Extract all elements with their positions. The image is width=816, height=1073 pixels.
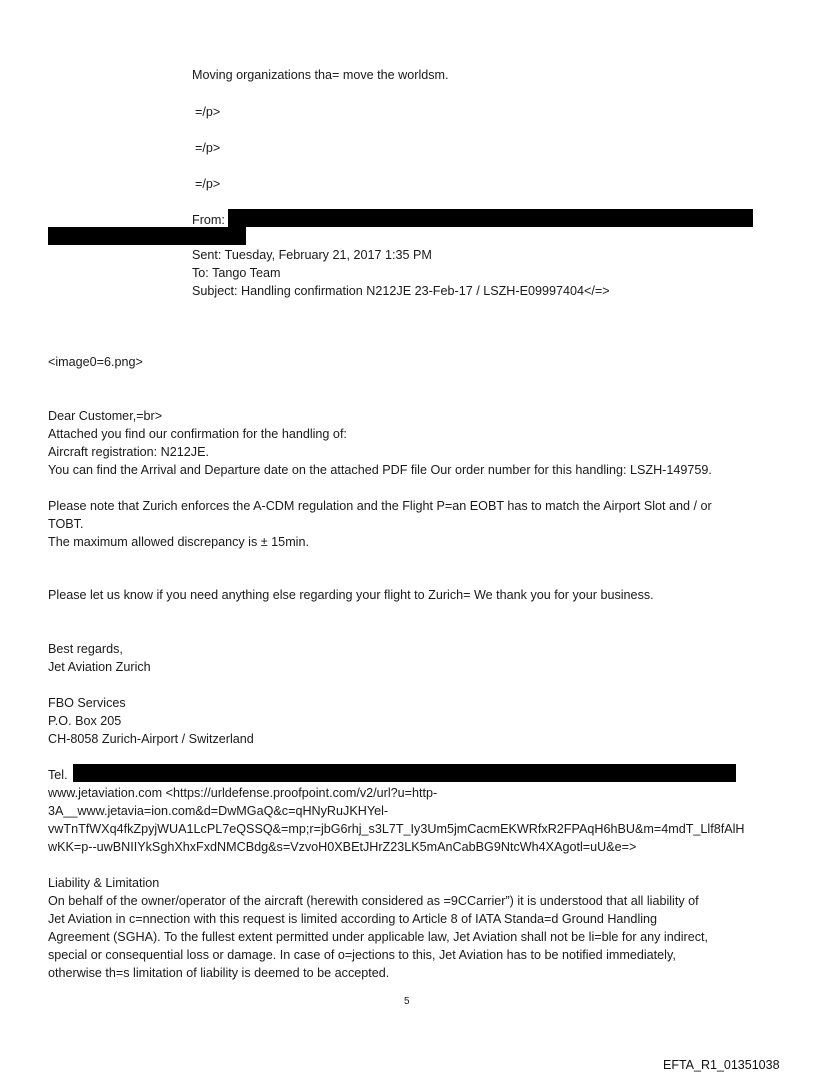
p-line-2: =/p> [195,141,221,155]
tel-label: Tel. [48,768,68,782]
from-label: From: [192,213,225,227]
body-line-1: Attached you find our confirmation for the handling of: [48,427,347,441]
url-line-3[interactable]: vwTnTfWXq4fkZpyjWUA1LcPL7eQSSQ&=mp;r=jbG6rhj_s3L7T_Iy3Um5jmCacmEKWRfxR2FPAqH6hBU&m=4mdT_Llf8fAlH [48,822,745,836]
redaction-from-1 [228,209,753,227]
department: FBO Services [48,696,126,710]
url-line-2[interactable]: 3A__www.jetavia=ion.com&d=DwMGaQ&c=qHNyRuJKHYel- [48,804,389,818]
subject-line: Subject: Handling confirmation N212JE 23-Feb-17 / LSZH-E09997404</=> [192,284,610,298]
liability-line-3: Agreement (SGHA). To the fullest extent permitted under applicable law, Jet Aviation shall not be li=ble for any indirect, [48,930,709,944]
image-placeholder: <image0=6.png> [48,355,143,369]
page-number: 5 [404,996,410,1007]
liability-title: Liability & Limitation [48,876,160,890]
tagline: Moving organizations tha= move the worldsm. [192,68,449,82]
company-name: Jet Aviation Zurich [48,660,151,674]
redaction-from-2 [48,227,246,245]
note-line-1: Please note that Zurich enforces the A-CDM regulation and the Flight P=an EOBT has to match the Airport Slot and / or [48,499,712,513]
url-line-4[interactable]: wKK=p--uwBNIIYkSghXhxFxdNMCBdg&s=VzvoH0XBEtJHrZ23LK5mAnCabBG9NtcWh4XAgotl=uU&e=> [48,840,637,854]
liability-line-5: otherwise th=s limitation of liability is deemed to be accepted. [48,966,390,980]
liability-line-4: special or consequential loss or damage. In case of o=jections to this, Jet Aviation has to be notified immediately, [48,948,676,962]
url-line-1[interactable]: www.jetaviation.com <https://urldefense.proofpoint.com/v2/url?u=http- [48,786,438,800]
sent-line: Sent: Tuesday, February 21, 2017 1:35 PM [192,248,432,262]
to-line: To: Tango Team [192,266,281,280]
redaction-tel [73,764,736,782]
body-line-3: You can find the Arrival and Departure date on the attached PDF file Our order number for this handling: LSZH-149759. [48,463,712,477]
p-line-1: =/p> [195,105,221,119]
regards: Best regards, [48,642,123,656]
po-box: P.O. Box 205 [48,714,122,728]
closing-request: Please let us know if you need anything else regarding your flight to Zurich= We thank you for your business. [48,588,654,602]
greeting: Dear Customer,=br> [48,409,163,423]
note-line-2: TOBT. [48,517,84,531]
body-line-2: Aircraft registration: N212JE. [48,445,209,459]
note-line-3: The maximum allowed discrepancy is ± 15min. [48,535,309,549]
liability-line-1: On behalf of the owner/operator of the aircraft (herewith considered as =9CCarrier”) it is understood that all liability of [48,894,699,908]
p-line-3: =/p> [195,177,221,191]
document-id: EFTA_R1_01351038 [663,1058,780,1072]
address: CH-8058 Zurich-Airport / Switzerland [48,732,254,746]
liability-line-2: Jet Aviation in c=nnection with this request is limited according to Article 8 of IATA Standa=d Ground Handling [48,912,658,926]
